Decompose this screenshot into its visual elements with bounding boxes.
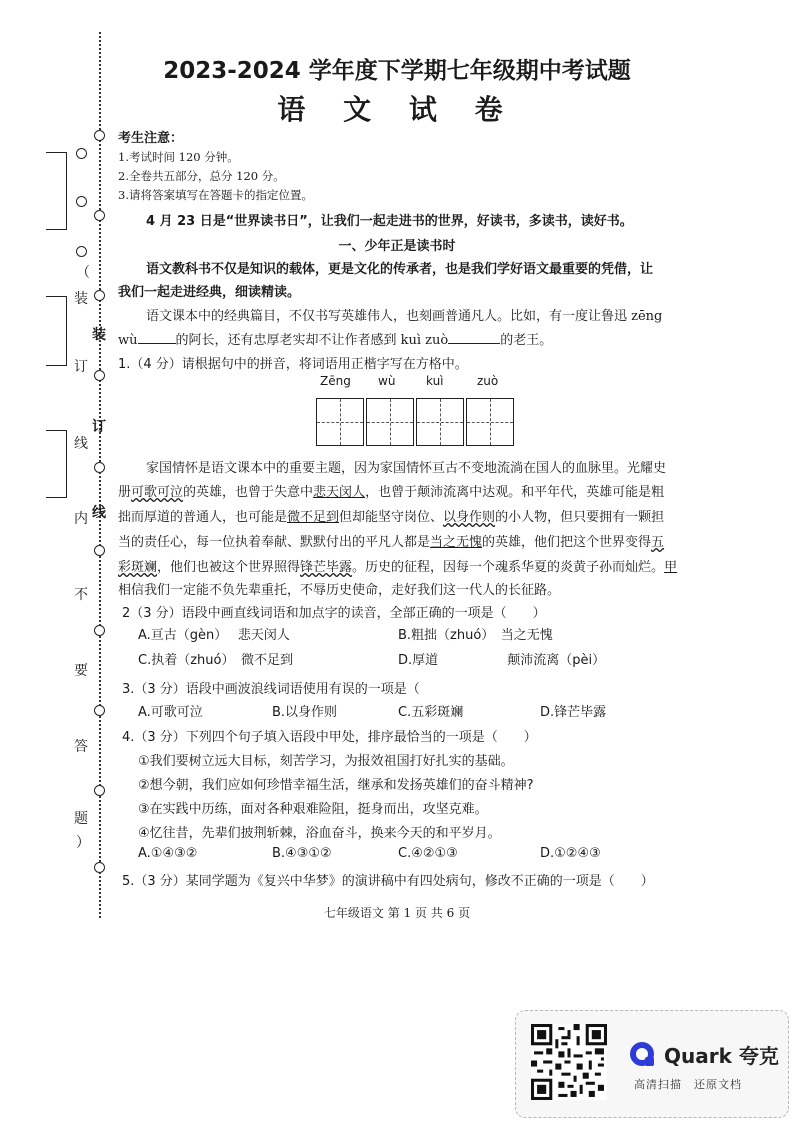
exam-title: 2023-2024 学年度下学期七年级期中考试题 — [163, 58, 631, 84]
binding-hole — [94, 370, 105, 381]
passage-line: 相信我们一定能不负先辈重托，不辱历史使命，走好我们这一代人的长征路。 — [118, 583, 561, 598]
option-d[interactable]: D.锋芒毕露 — [540, 705, 607, 720]
passage-text: 册 — [118, 485, 132, 500]
intro-text: 4 月 23 日是“世界读书日”，让我们一起走进书的世界，好读书，多读书，读好书。 — [146, 214, 633, 229]
wavy-term: 以身作则 — [443, 510, 496, 525]
question-1-stem: 1.（4 分）请根据句中的拼音，将词语用正楷字写在方格中。 — [118, 357, 468, 372]
passage-text: 的英雄，也曾于失意中 — [183, 485, 314, 500]
option-d[interactable]: D.厚道 颠沛流离（pèi） — [398, 653, 606, 668]
option-b[interactable]: B.④③①② — [272, 846, 332, 861]
binding-hole — [94, 625, 105, 636]
exam-subtitle: 语 文 试 卷 — [277, 93, 517, 126]
binding-label: 订 — [74, 359, 88, 375]
binding-label: 不 — [74, 587, 88, 603]
margin-char: 线 — [92, 505, 106, 521]
passage-line — [118, 556, 677, 575]
writing-cell[interactable] — [316, 398, 364, 446]
passage-line — [118, 481, 664, 500]
writing-cell[interactable] — [366, 398, 414, 446]
option-c[interactable]: C.④②①③ — [398, 846, 458, 861]
binding-hole — [94, 290, 105, 301]
binding-label: 答 — [74, 739, 88, 755]
binding-label: 内 — [74, 511, 88, 527]
passage-line — [118, 531, 664, 550]
underlined-term: 悲天闵人 — [313, 485, 366, 500]
option-b[interactable]: B.以身作则 — [272, 705, 338, 720]
passage-line — [118, 329, 552, 348]
passage-line — [118, 506, 664, 525]
passage-line: 语文课本中的经典篇目，不仅书写英雄伟人，也刻画普通凡人。比如，有一度让鲁迅 zēng — [146, 309, 663, 324]
pinyin-label: wù — [378, 374, 396, 388]
option-a[interactable]: A.①④③② — [138, 846, 198, 861]
margin-circle — [76, 196, 87, 207]
margin-bracket — [46, 152, 67, 230]
pinyin-label: kuì — [426, 374, 444, 388]
margin-circle — [76, 148, 87, 159]
binding-hole — [94, 462, 105, 473]
notice-item: 1.考试时间 120 分钟。 — [118, 150, 239, 164]
option-a[interactable]: A.可歌可泣 — [138, 705, 203, 720]
wavy-term: 彩斑斓 — [118, 560, 158, 575]
passage-text: 的英雄，他们把这个世界变得 — [482, 535, 652, 550]
passage-text: 拙而厚道的普通人，也可能是 — [118, 510, 288, 525]
option-d[interactable]: D.①②④③ — [540, 846, 601, 861]
passage-line: 家国情怀是语文课本中的重要主题，因为家国情怀亘古不变地流淌在国人的血脉里。光耀史 — [146, 461, 667, 476]
sentence-item: ①我们要树立远大目标，刻苦学习，为报效祖国打好扎实的基础。 — [138, 754, 514, 769]
question-2-stem: 2（3 分）语段中画直线词语和加点字的读音，全部正确的一项是（ ） — [122, 606, 546, 621]
passage-text: 但却能坚守岗位、 — [339, 510, 444, 525]
notice-item: 2.全卷共五部分，总分 120 分。 — [118, 169, 285, 183]
passage-text: ，他们也被这个世界照得 — [157, 560, 301, 575]
writing-cell[interactable] — [416, 398, 464, 446]
writing-grid — [316, 398, 516, 446]
option-c[interactable]: C.执着（zhuó） 微不足到 — [138, 653, 293, 668]
binding-label: 装 — [74, 291, 88, 307]
binding-hole — [94, 130, 105, 141]
binding-label: ） — [76, 835, 90, 851]
margin-bracket — [46, 296, 67, 366]
binding-label: 线 — [74, 436, 88, 452]
margin-char: 订 — [92, 419, 106, 435]
qr-code-icon — [531, 1024, 607, 1100]
underlined-term: 当之无愧 — [430, 535, 483, 550]
binding-label: 题 — [74, 811, 88, 827]
brand-tagline: 高清扫描 还原文档 — [634, 1078, 742, 1091]
lead-line: 我们一起走进经典，细读精读。 — [118, 285, 301, 300]
passage-text: 的阿长，还有忠厚老实却不让作者感到 kuì zuò — [175, 333, 449, 348]
question-5-stem: 5.（3 分）某同学题为《复兴中华梦》的演讲稿中有四处病句，修改不正确的一项是（ ） — [122, 874, 654, 889]
sentence-item: ③在实践中历练，面对各种艰难险阻，挺身而出，攻坚克难。 — [138, 802, 488, 817]
margin-char: 装 — [92, 327, 106, 343]
passage-text: 。历史的征程，因每一个魂系华夏的炎黄子孙而灿烂。 — [352, 560, 665, 575]
lead-line: 语文教科书不仅是知识的载体，更是文化的传承者，也是我们学好语文最重要的凭借，让 — [146, 262, 654, 277]
page-footer: 七年级语文 第 1 页 共 6 页 — [323, 906, 471, 920]
underlined-term: 微不足到 — [287, 510, 340, 525]
binding-label: （ — [76, 265, 90, 281]
brand-name: Quark 夸克 — [664, 1044, 779, 1068]
blank-marker: 甲 — [664, 560, 678, 575]
pinyin-label: Zēng — [320, 374, 351, 388]
binding-hole — [94, 862, 105, 873]
wavy-term: 可歌可泣 — [131, 485, 184, 500]
sentence-item: ④忆往昔，先辈们披荆斩棘，浴血奋斗，换来今天的和平岁月。 — [138, 826, 501, 841]
option-a[interactable]: A.亘古（gèn） 悲天闵人 — [138, 628, 290, 643]
passage-text: 的小人物，但只要拥有一颗担 — [495, 510, 665, 525]
binding-hole — [94, 705, 105, 716]
passage-text: 当的责任心，每一位执着奉献、默默付出的平凡人都是 — [118, 535, 431, 550]
answer-blank — [138, 331, 176, 344]
pinyin-text: wù — [118, 333, 138, 348]
notice-item: 3.请将答案填写在答题卡的指定位置。 — [118, 188, 313, 202]
binding-hole — [94, 785, 105, 796]
question-4-stem: 4.（3 分）下列四个句子填入语段中甲处，排序最恰当的一项是（ ） — [122, 730, 537, 745]
answer-blank — [448, 331, 500, 344]
sentence-item: ②想今朝，我们应如何珍惜幸福生活，继承和发扬英雄们的奋斗精神? — [138, 778, 534, 793]
question-3-stem: 3.（3 分）语段中画波浪线词语使用有误的一项是（ — [122, 682, 420, 697]
notice-heading: 考生注意： — [118, 131, 184, 146]
quark-logo-icon — [628, 1040, 658, 1070]
passage-text: 的老王。 — [500, 333, 553, 348]
binding-hole — [94, 210, 105, 221]
writing-cell[interactable] — [466, 398, 514, 446]
binding-hole — [94, 545, 105, 556]
binding-label: 要 — [74, 663, 88, 679]
option-c[interactable]: C.五彩斑斓 — [398, 705, 464, 720]
section-title: 一、少年正是读书时 — [338, 239, 456, 254]
option-b[interactable]: B.粗拙（zhuó） 当之无愧 — [398, 628, 553, 643]
wavy-term: 五 — [651, 535, 665, 550]
wavy-term: 锋芒毕露 — [300, 560, 353, 575]
pinyin-label: zuò — [477, 374, 499, 388]
margin-bracket — [46, 430, 67, 498]
passage-text: ，也曾于颠沛流离中达观。和平年代，英雄可能是粗 — [365, 485, 665, 500]
